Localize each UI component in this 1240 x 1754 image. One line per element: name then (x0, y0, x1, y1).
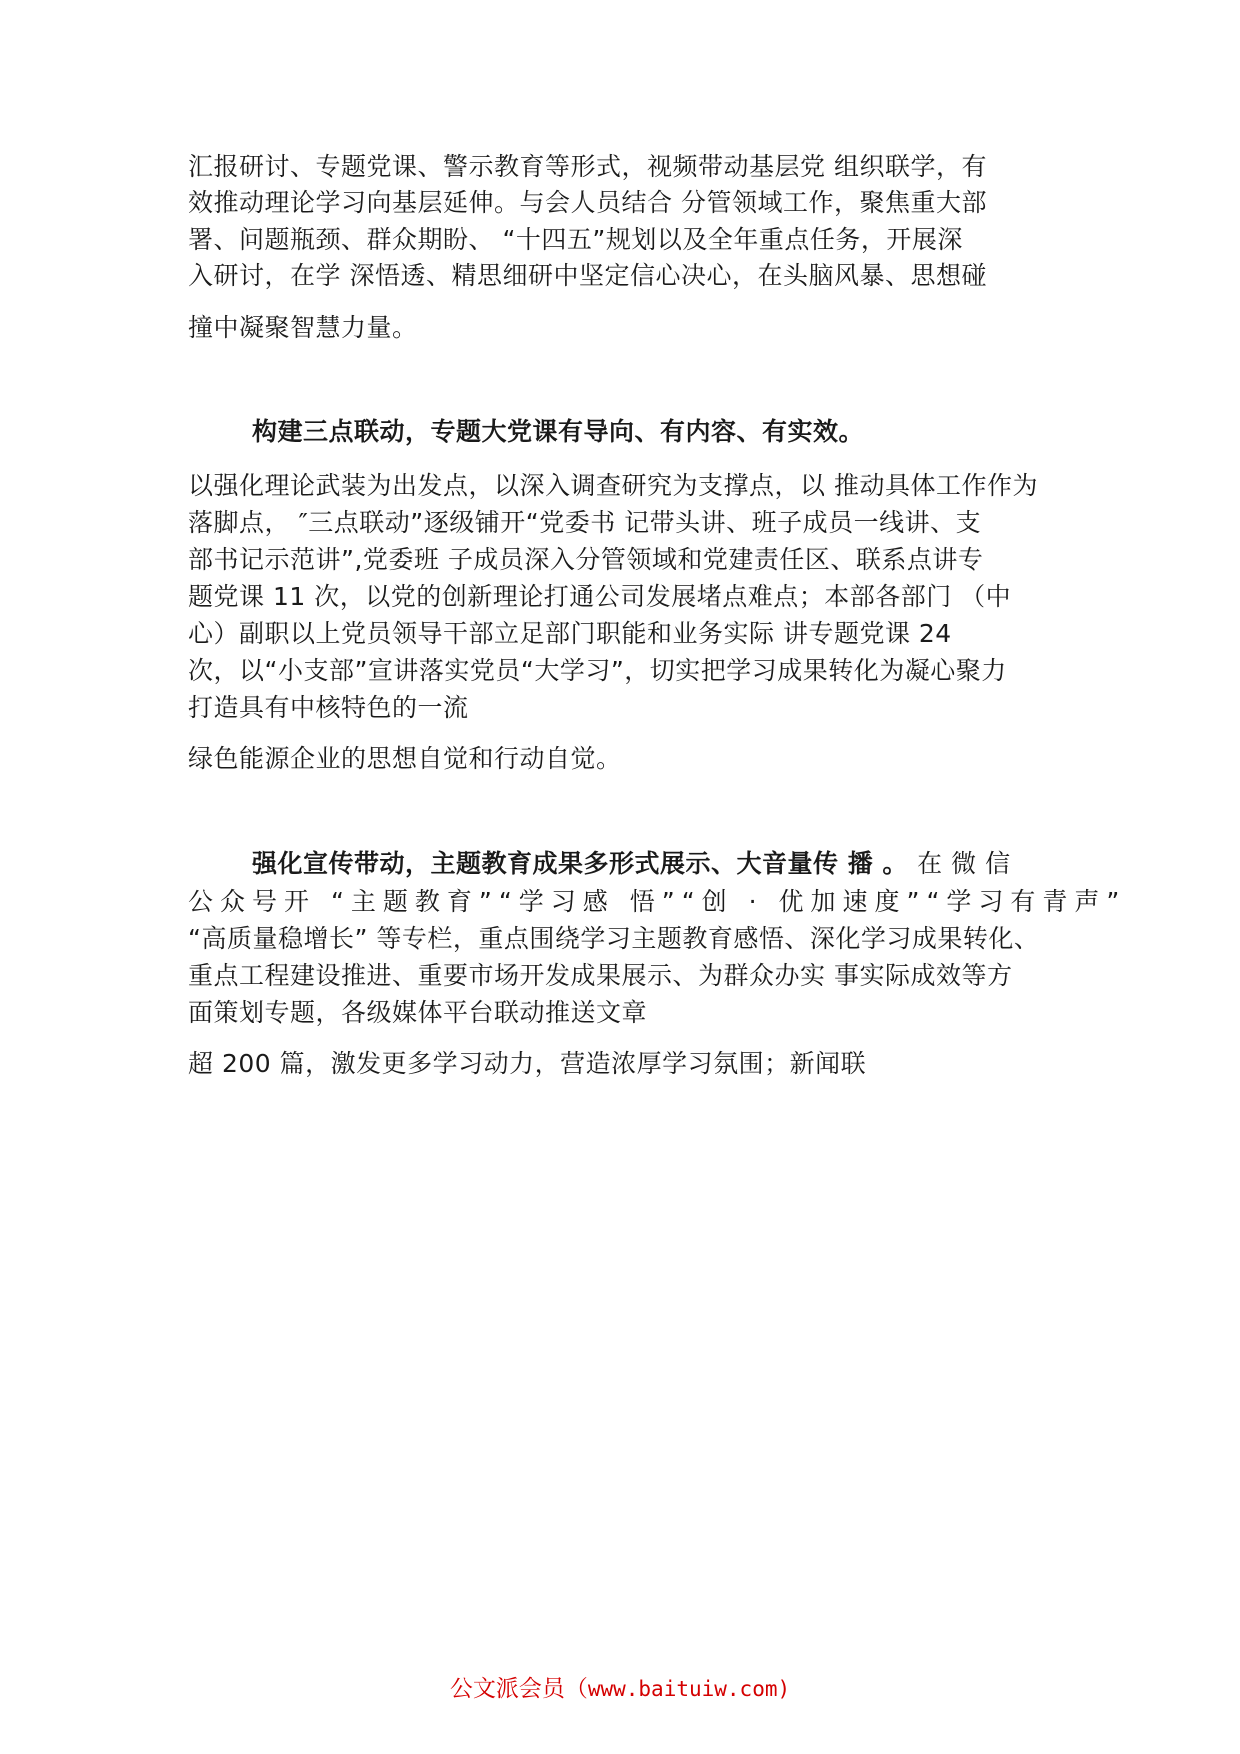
section2-heading: 构建三点联动，专题大党课有导向、有内容、有实效。 (252, 417, 865, 446)
section2-line-1: 以强化理论武装为出发点，以深入调查研究为支撑点，以 推动具体工作作为 (188, 471, 1038, 500)
paragraph1-line-1: 汇报研讨、专题党课、警示教育等形式，视频带动基层党 组织联学，有 (188, 152, 987, 181)
section3-heading-tail: 在微信 (917, 849, 1020, 878)
footer-close-paren: ) (777, 1677, 791, 1701)
section3-line-2: “高质量稳增长” 等专栏，重点围绕学习主题教育感悟、深化学习成果转化、 (188, 924, 1040, 953)
section2-line-7: 打造具有中核特色的一流 (188, 693, 469, 722)
section3-line-3: 重点工程建设推进、重要市场开发成果展示、为群众办实 事实际成效等方 (188, 961, 1013, 990)
section2-line-8: 绿色能源企业的思想自觉和行动自觉。 (188, 744, 622, 773)
section2-line-2: 落脚点， ″三点联动”逐级铺开“党委书 记带头讲、班子成员一线讲、支 (188, 508, 982, 537)
paragraph1-line-2: 效推动理论学习向基层延伸。与会人员结合 分管领域工作，聚焦重大部 (188, 188, 987, 217)
section2-line-5: 心）副职以上党员领导干部立足部门职能和业务实际 讲专题党课 24 (188, 619, 952, 648)
paragraph1-line-3: 署、问题瓶颈、群众期盼、 “十四五”规划以及全年重点任务，开展深 (188, 225, 963, 254)
footer-url-link[interactable]: www.baituiw.com (587, 1677, 778, 1701)
section3-line-1: 公众号开 “主题教育”“学习感 悟”“创 · 优加速度”“学习有青声” (188, 887, 1127, 916)
section2-line-6: 次，以“小支部”宣讲落实党员“大学习”，切实把学习成果转化为凝心聚力 (188, 656, 1007, 685)
footer-watermark (0, 1674, 1240, 1704)
section3-line-4: 面策划专题，各级媒体平台联动推送文章 (188, 998, 648, 1027)
paragraph1-line-5: 撞中凝聚智慧力量。 (188, 313, 418, 342)
footer-open-paren: （ (564, 1676, 588, 1702)
paragraph1-line-4: 入研讨，在学 深悟透、精思细研中坚定信心决心，在头脑风暴、思想碰 (188, 261, 987, 290)
section3-heading-bold: 强化宣传带动，主题教育成果多形式展示、大音量传 播 。 (252, 849, 908, 878)
footer-label: 公文派会员 (449, 1676, 565, 1702)
section2-line-4: 题党课 11 次，以党的创新理论打通公司发展堵点难点；本部各部门 （中 (188, 582, 1012, 611)
section3-line-5: 超 200 篇，激发更多学习动力，营造浓厚学习氛围；新闻联 (188, 1049, 867, 1078)
section3-heading (252, 848, 1019, 880)
section2-line-3: 部书记示范讲”,党委班 子成员深入分管领域和党建责任区、联系点讲专 (188, 545, 984, 574)
